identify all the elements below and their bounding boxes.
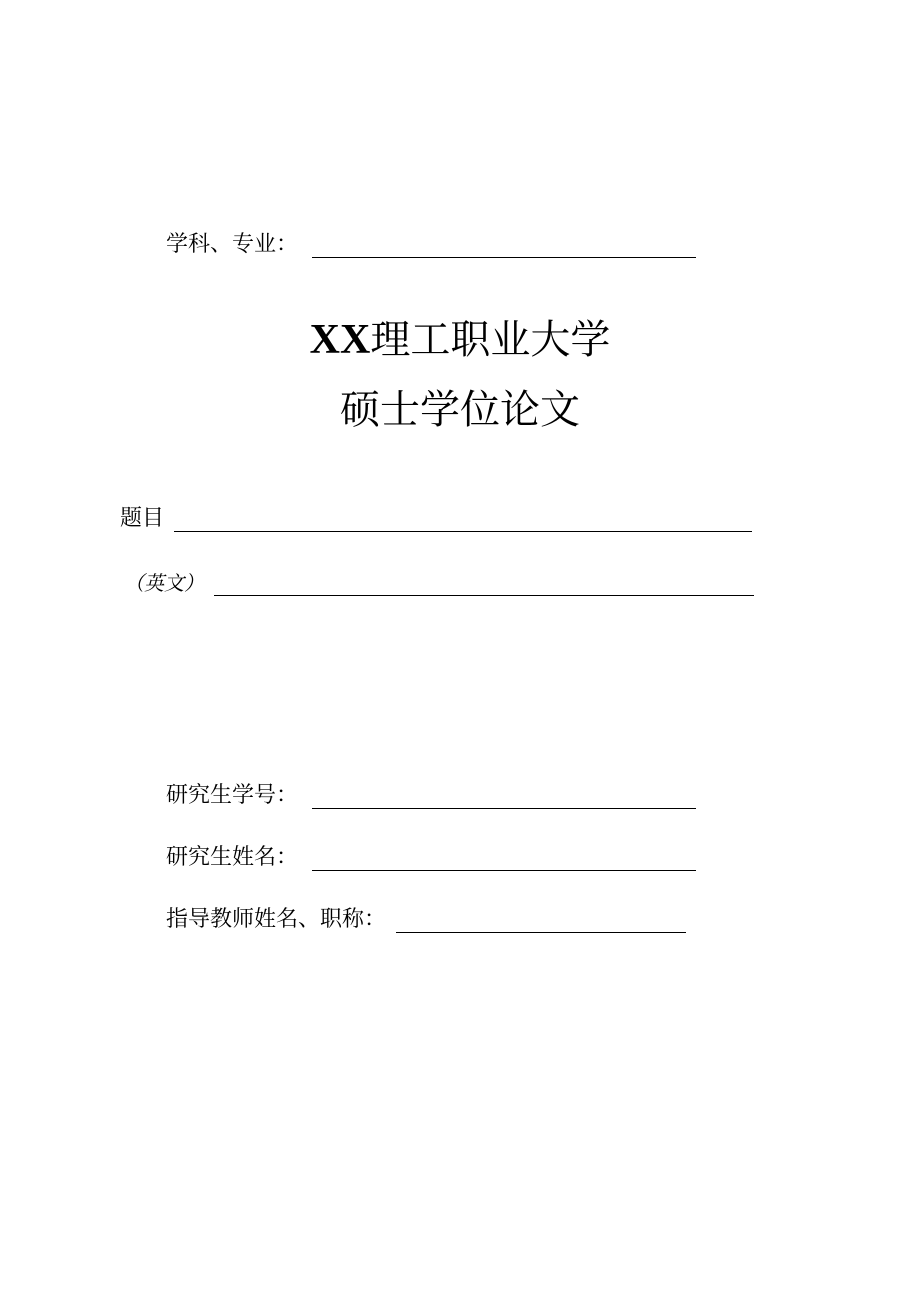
advisor-blank-line[interactable] — [396, 908, 686, 933]
title-blank-line[interactable] — [174, 507, 752, 532]
title-field — [120, 506, 752, 532]
english-title-field — [124, 570, 754, 596]
student-name-field — [166, 845, 696, 871]
advisor-field — [166, 907, 686, 933]
thesis-type-title — [0, 386, 920, 434]
major-blank-line[interactable] — [312, 233, 696, 258]
student-name-label: 研究生姓名： — [166, 845, 299, 870]
university-title — [0, 316, 920, 364]
university-name: 理工职业大学 — [370, 317, 611, 363]
english-title-blank-line[interactable] — [214, 571, 754, 596]
title-label: 题目 — [120, 506, 165, 531]
student-id-blank-line[interactable] — [312, 784, 696, 809]
student-id-field — [166, 783, 696, 809]
english-title-label: （英文） — [124, 571, 204, 595]
student-id-label: 研究生学号： — [166, 783, 299, 808]
thesis-type: 硕士学位论文 — [340, 387, 580, 433]
student-name-blank-line[interactable] — [312, 846, 696, 871]
major-label: 学科、专业： — [166, 232, 299, 257]
advisor-label: 指导教师姓名、职称： — [166, 907, 387, 932]
university-prefix: XX — [309, 317, 371, 363]
major-field — [166, 232, 696, 258]
